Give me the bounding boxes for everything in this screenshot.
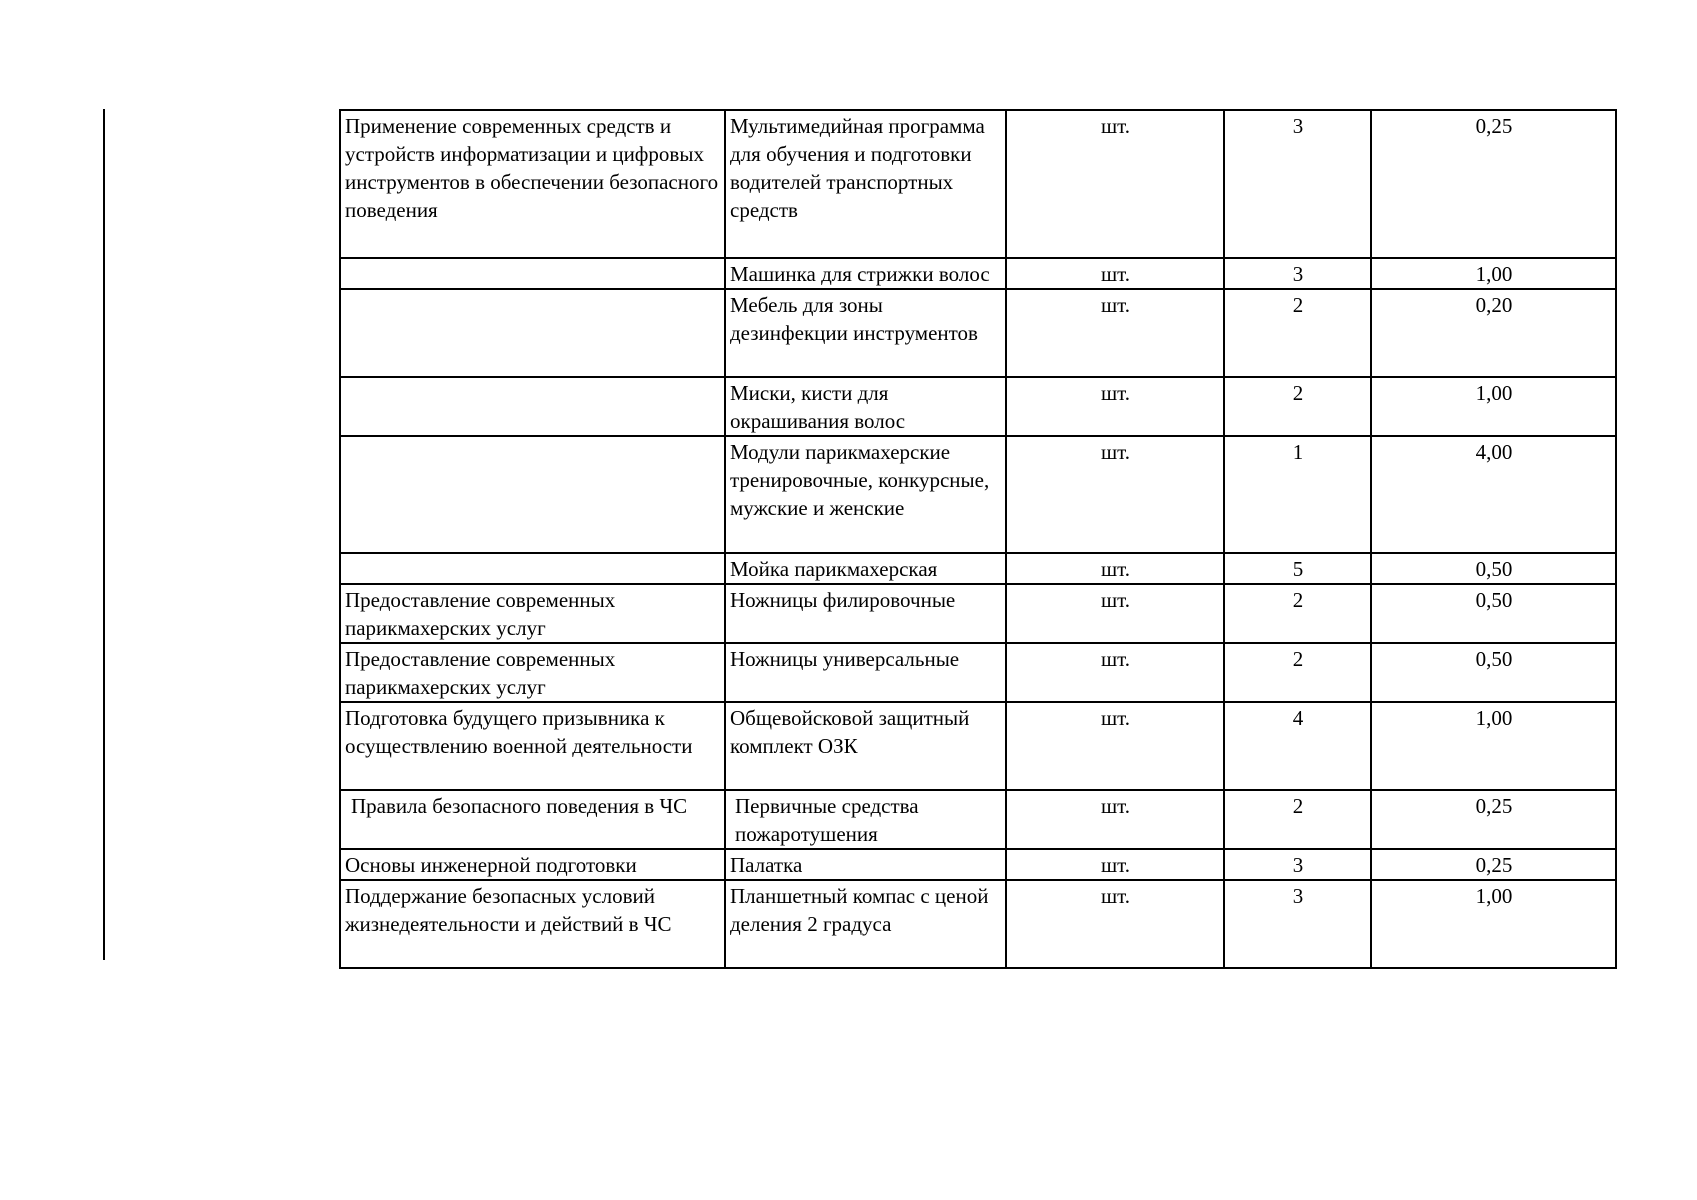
item-cell: Машинка для стрижки волос [725,258,1006,289]
qty-cell: 2 [1224,790,1371,849]
table-row [340,849,1616,880]
table-row [340,289,1616,377]
topic-cell [340,258,725,289]
value-cell: 1,00 [1371,880,1616,968]
qty-cell: 2 [1224,584,1371,643]
topic-cell: Основы инженерной подготовки [340,849,725,880]
item-cell: Ножницы универсальные [725,643,1006,702]
topic-cell: Правила безопасного поведения в ЧС [340,790,725,849]
qty-cell: 5 [1224,553,1371,584]
item-cell: Мультимедийная программа для обучения и подготовки водителей транспортных средств [725,110,1006,258]
table-row [340,553,1616,584]
topic-cell: Предоставление современных парикмахерских услуг [340,643,725,702]
topic-cell: Применение современных средств и устройств информатизации и цифровых инструментов в обеспечении безопасного поведения [340,110,725,258]
topic-cell [340,436,725,553]
topic-cell [340,377,725,436]
table-row [340,643,1616,702]
qty-cell: 3 [1224,258,1371,289]
equipment-table [339,109,1617,969]
item-cell: Планшетный компас с ценой деления 2 градуса [725,880,1006,968]
unit-cell: шт. [1006,436,1224,553]
item-cell: Модули парикмахерские тренировочные, конкурсные, мужские и женские [725,436,1006,553]
left-margin-rule [103,109,105,960]
topic-cell [340,289,725,377]
item-cell: Палатка [725,849,1006,880]
topic-cell: Поддержание безопасных условий жизнедеятельности и действий в ЧС [340,880,725,968]
table-row [340,377,1616,436]
value-cell: 1,00 [1371,258,1616,289]
value-cell: 0,50 [1371,643,1616,702]
item-cell: Первичные средства пожаротушения [725,790,1006,849]
item-cell: Мойка парикмахерская [725,553,1006,584]
value-cell: 0,25 [1371,110,1616,258]
qty-cell: 3 [1224,880,1371,968]
topic-cell: Подготовка будущего призывника к осуществлению военной деятельности [340,702,725,790]
unit-cell: шт. [1006,110,1224,258]
item-cell: Общевойсковой защитный комплект ОЗК [725,702,1006,790]
value-cell: 0,50 [1371,553,1616,584]
item-cell: Ножницы филировочные [725,584,1006,643]
unit-cell: шт. [1006,702,1224,790]
qty-cell: 4 [1224,702,1371,790]
value-cell: 1,00 [1371,702,1616,790]
table-row [340,258,1616,289]
table-row [340,110,1616,258]
qty-cell: 2 [1224,377,1371,436]
qty-cell: 1 [1224,436,1371,553]
unit-cell: шт. [1006,849,1224,880]
topic-cell: Предоставление современных парикмахерских услуг [340,584,725,643]
topic-cell [340,553,725,584]
table-row [340,790,1616,849]
value-cell: 0,25 [1371,849,1616,880]
value-cell: 0,25 [1371,790,1616,849]
table-row [340,702,1616,790]
qty-cell: 3 [1224,849,1371,880]
qty-cell: 2 [1224,643,1371,702]
table-row [340,880,1616,968]
qty-cell: 2 [1224,289,1371,377]
item-cell: Миски, кисти для окрашивания волос [725,377,1006,436]
value-cell: 4,00 [1371,436,1616,553]
unit-cell: шт. [1006,258,1224,289]
unit-cell: шт. [1006,553,1224,584]
unit-cell: шт. [1006,289,1224,377]
unit-cell: шт. [1006,584,1224,643]
value-cell: 0,50 [1371,584,1616,643]
value-cell: 1,00 [1371,377,1616,436]
unit-cell: шт. [1006,377,1224,436]
table-row [340,584,1616,643]
table-row [340,436,1616,553]
qty-cell: 3 [1224,110,1371,258]
item-cell: Мебель для зоны дезинфекции инструментов [725,289,1006,377]
value-cell: 0,20 [1371,289,1616,377]
unit-cell: шт. [1006,790,1224,849]
unit-cell: шт. [1006,880,1224,968]
unit-cell: шт. [1006,643,1224,702]
